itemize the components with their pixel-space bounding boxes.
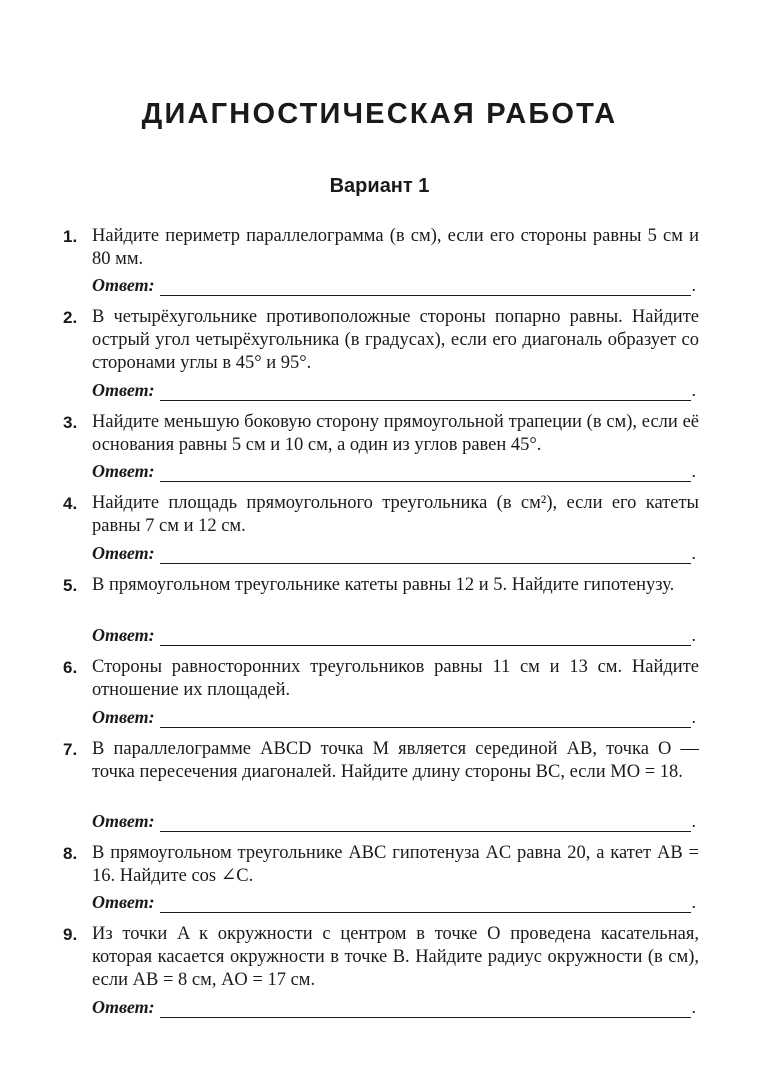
task-2 <box>63 306 699 375</box>
task-6 <box>63 656 699 702</box>
answer-field[interactable] <box>160 897 691 913</box>
answer-row-5 <box>92 624 696 646</box>
task-text: Найдите площадь прямоугольного треугольника (в см²), если его катеты равны 7 см и 12 см. <box>92 493 699 536</box>
answer-field[interactable] <box>160 280 691 296</box>
answer-end-dot: . <box>691 811 696 831</box>
task-text: Стороны равносторонних треугольников равны 11 см и 13 см. Найдите отношение их площадей. <box>92 657 699 700</box>
answer-row-8 <box>92 891 696 913</box>
answer-label: Ответ: <box>92 543 155 563</box>
task-text: В прямоугольном треугольнике катеты равны 12 и 5. Найдите гипотенузу. <box>92 575 675 595</box>
answer-field[interactable] <box>160 816 691 832</box>
task-number: 7. <box>63 740 78 759</box>
task-text: Из точки A к окружности с центром в точке O проведена касательная, которая касается окружности в точке B. Найдите радиус окружности (в см), если AB = 8 см, AO = 17 см. <box>92 924 699 990</box>
answer-row-2 <box>92 379 696 401</box>
answer-field[interactable] <box>160 630 691 646</box>
answer-end-dot: . <box>691 892 696 912</box>
task-7 <box>63 738 699 784</box>
answer-label: Ответ: <box>92 811 155 831</box>
answer-row-1 <box>92 274 696 296</box>
answer-row-3 <box>92 460 696 482</box>
task-5 <box>63 574 699 597</box>
answer-end-dot: . <box>691 275 696 295</box>
answer-field[interactable] <box>160 466 691 482</box>
task-number: 1. <box>63 227 78 246</box>
task-4 <box>63 492 699 538</box>
answer-label: Ответ: <box>92 707 155 727</box>
task-number: 3. <box>63 413 78 432</box>
task-8 <box>63 842 699 888</box>
page-title: ДИАГНОСТИЧЕСКАЯ РАБОТА <box>141 98 618 130</box>
answer-row-9 <box>92 996 696 1018</box>
task-number: 4. <box>63 494 78 513</box>
answer-end-dot: . <box>691 461 696 481</box>
answer-field[interactable] <box>160 385 691 401</box>
answer-row-4 <box>92 542 696 564</box>
task-number: 9. <box>63 925 78 944</box>
task-text: Найдите меньшую боковую сторону прямоугольной трапеции (в см), если её основания равны 5 см и 10 см, а один из углов равен 45°. <box>92 412 699 455</box>
answer-end-dot: . <box>691 543 696 563</box>
task-number: 2. <box>63 308 78 327</box>
task-number: 8. <box>63 844 78 863</box>
answer-label: Ответ: <box>92 997 155 1017</box>
task-number: 6. <box>63 658 78 677</box>
task-1 <box>63 225 699 271</box>
answer-label: Ответ: <box>92 461 155 481</box>
answer-end-dot: . <box>691 997 696 1017</box>
task-number: 5. <box>63 576 78 595</box>
answer-field[interactable] <box>160 548 691 564</box>
answer-end-dot: . <box>691 707 696 727</box>
answer-row-6 <box>92 706 696 728</box>
answer-label: Ответ: <box>92 892 155 912</box>
answer-label: Ответ: <box>92 275 155 295</box>
answer-row-7 <box>92 810 696 832</box>
task-9 <box>63 923 699 992</box>
answer-label: Ответ: <box>92 625 155 645</box>
task-text: В параллелограмме ABCD точка M является серединой AB, точка O — точка пересечения диагоналей. Найдите длину стороны BC, если MO = 18. <box>92 739 699 782</box>
answer-label: Ответ: <box>92 380 155 400</box>
variant-heading: Вариант 1 <box>329 175 430 197</box>
task-text: В прямоугольном треугольнике ABC гипотенуза AC равна 20, а катет AB = 16. Найдите cos ∠C. <box>92 843 699 886</box>
answer-field[interactable] <box>160 1002 691 1018</box>
answer-field[interactable] <box>160 712 691 728</box>
answer-end-dot: . <box>691 380 696 400</box>
task-3 <box>63 411 699 457</box>
answer-end-dot: . <box>691 625 696 645</box>
task-text: Найдите периметр параллелограмма (в см), если его стороны равны 5 см и 80 мм. <box>92 226 699 269</box>
task-text: В четырёхугольнике противоположные стороны попарно равны. Найдите острый угол четырёхугольника (в градусах), если его диагональ образует со сторонами углы в 45° и 95°. <box>92 307 699 373</box>
